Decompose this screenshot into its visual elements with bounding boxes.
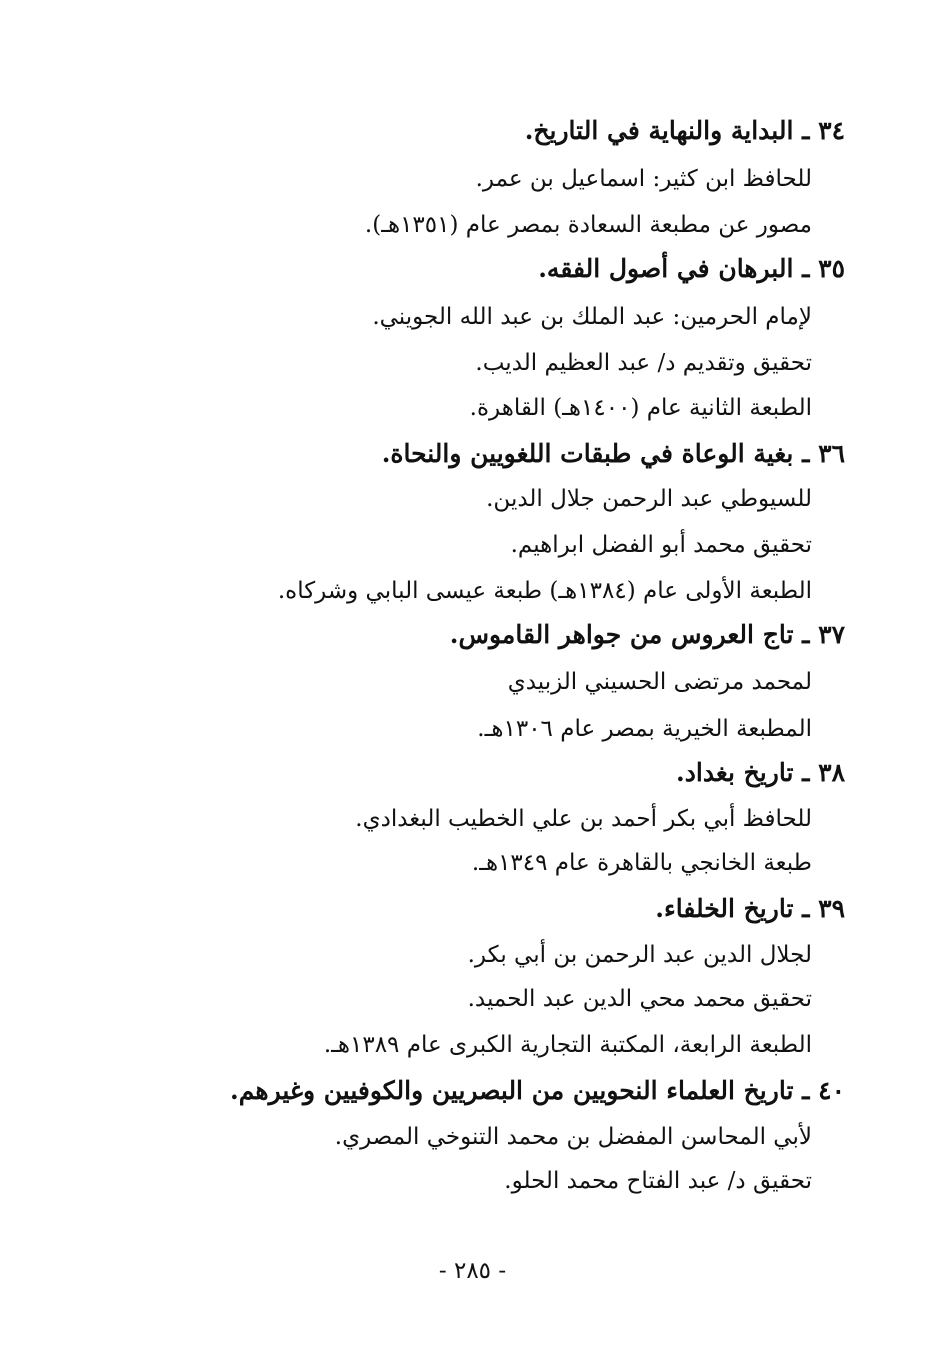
entry-38-title: ٣٨ ـ تاريخ بغداد. xyxy=(676,758,845,787)
entry-39-editor: تحقيق محمد محي الدين عبد الحميد. xyxy=(467,986,812,1012)
entry-40-editor: تحقيق د/ عبد الفتاح محمد الحلو. xyxy=(504,1168,812,1194)
entry-39-edition: الطبعة الرابعة، المكتبة التجارية الكبرى عام ١٣٨٩هـ. xyxy=(323,1032,812,1058)
entry-34-edition: مصور عن مطبعة السعادة بمصر عام (١٣٥١هـ). xyxy=(364,212,812,238)
entry-34-title: ٣٤ ـ البداية والنهاية في التاريخ. xyxy=(524,116,845,145)
entry-37-title: ٣٧ ـ تاج العروس من جواهر القاموس. xyxy=(449,620,845,649)
entry-39-author: لجلال الدين عبد الرحمن بن أبي بكر. xyxy=(467,942,812,968)
page-number: - ٢٨٥ - xyxy=(438,1258,507,1284)
entry-38-author: للحافظ أبي بكر أحمد بن علي الخطيب البغدادي. xyxy=(355,806,812,832)
entry-37-author: لمحمد مرتضى الحسيني الزبيدي xyxy=(507,669,812,695)
entry-35-title: ٣٥ ـ البرهان في أصول الفقه. xyxy=(538,254,845,283)
entry-36-title: ٣٦ ـ بغية الوعاة في طبقات اللغويين والنحاة. xyxy=(381,439,845,468)
entry-40-author: لأبي المحاسن المفضل بن محمد التنوخي المصري. xyxy=(334,1124,812,1150)
entry-35-editor: تحقيق وتقديم د/ عبد العظيم الديب. xyxy=(475,350,812,376)
entry-37-edition: المطبعة الخيرية بمصر عام ١٣٠٦هـ. xyxy=(477,716,812,742)
entry-40-title: ٤٠ ـ تاريخ العلماء النحويين من البصريين والكوفيين وغيرهم. xyxy=(230,1076,845,1105)
entry-35-author: لإمام الحرمين: عبد الملك بن عبد الله الجويني. xyxy=(372,304,812,330)
entry-34-author: للحافظ ابن كثير: اسماعيل بن عمر. xyxy=(475,166,812,192)
entry-35-edition: الطبعة الثانية عام (١٤٠٠هـ) القاهرة. xyxy=(469,395,812,421)
entry-36-edition: الطبعة الأولى عام (١٣٨٤هـ) طبعة عيسى البابي وشركاه. xyxy=(277,578,812,604)
entry-36-author: للسيوطي عبد الرحمن جلال الدين. xyxy=(486,486,812,512)
entry-39-title: ٣٩ ـ تاريخ الخلفاء. xyxy=(655,894,845,923)
entry-38-edition: طبعة الخانجي بالقاهرة عام ١٣٤٩هـ. xyxy=(471,850,812,876)
entry-36-editor: تحقيق محمد أبو الفضل ابراهيم. xyxy=(510,532,812,558)
